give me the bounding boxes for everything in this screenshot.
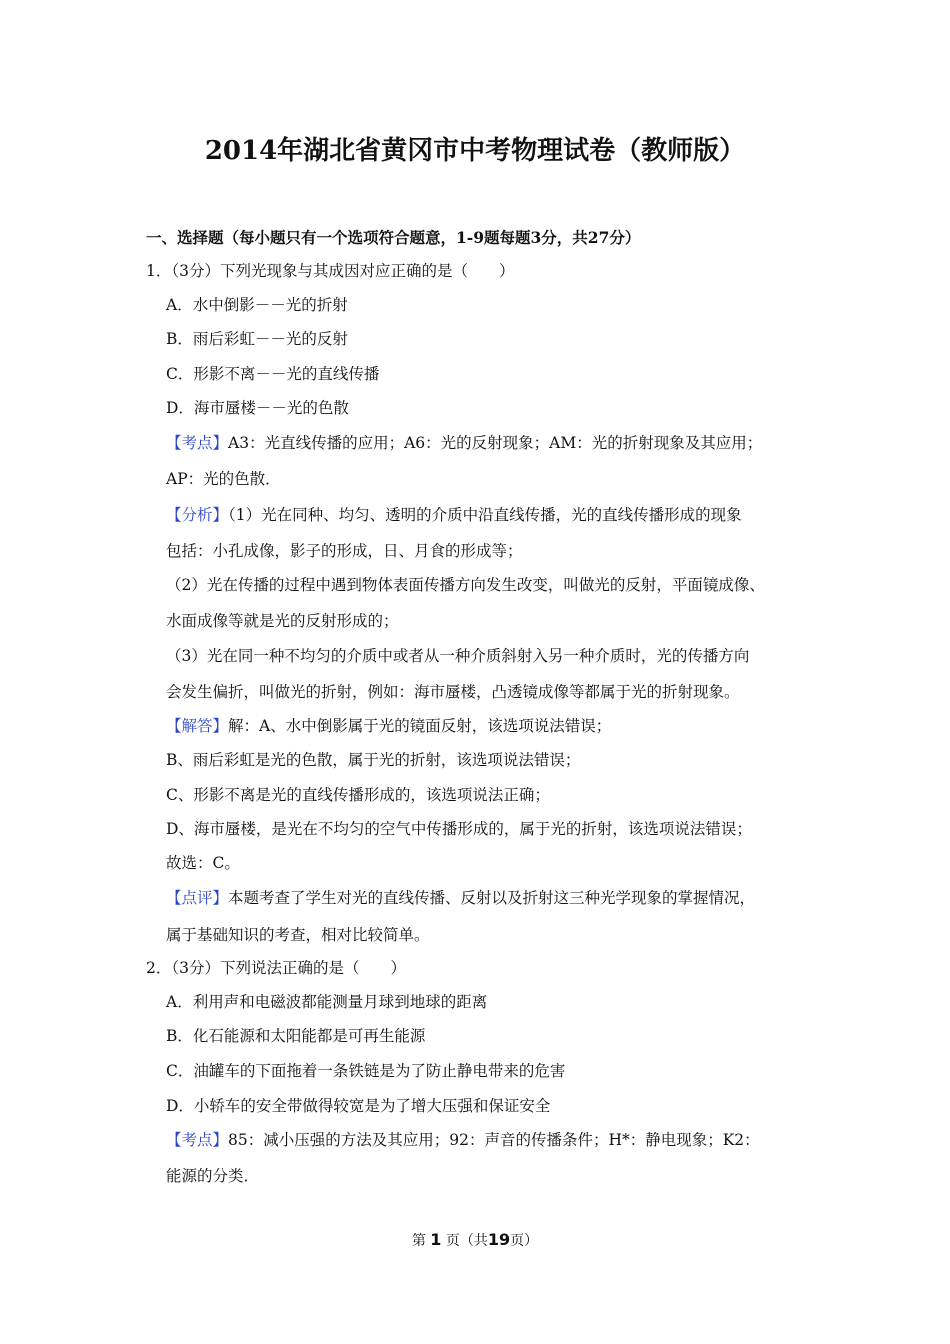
question-1-fenxi-line-5: （3）光在同一种不均匀的介质中或者从一种介质斜射入另一种介质时，光的传播方向 bbox=[166, 647, 750, 665]
question-1-stem: 1．（3分）下列光现象与其成因对应正确的是（ ） bbox=[146, 262, 515, 280]
question-2-option-d: D．小轿车的安全带做得较宽是为了增大压强和保证安全 bbox=[166, 1097, 551, 1115]
question-1-fenxi-line-3: （2）光在传播的过程中遇到物体表面传播方向发生改变，叫做光的反射，平面镜成像、 bbox=[166, 576, 765, 594]
question-1-option-d: D．海市蜃楼－－光的色散 bbox=[166, 399, 349, 417]
page-footer bbox=[0, 1230, 950, 1250]
page-title: 2014年湖北省黄冈市中考物理试卷（教师版） bbox=[204, 136, 746, 166]
fenxi-tag: 【分析】 bbox=[166, 506, 229, 524]
question-1-fenxi-line-2: 包括：小孔成像，影子的形成，日、月食的形成等； bbox=[166, 542, 523, 560]
question-2-option-b: B．化石能源和太阳能都是可再生能源 bbox=[166, 1027, 426, 1045]
question-1-option-c: C．形影不离－－光的直线传播 bbox=[166, 365, 380, 383]
total-pages: 19 bbox=[487, 1230, 511, 1249]
footer-suffix: 页） bbox=[510, 1233, 539, 1249]
question-2-option-a: A．利用声和电磁波都能测量月球到地球的距离 bbox=[166, 993, 488, 1011]
question-2-option-c: C．油罐车的下面拖着一条铁链是为了防止静电带来的危害 bbox=[166, 1062, 566, 1080]
question-1-option-a: A．水中倒影－－光的折射 bbox=[166, 296, 348, 314]
jieda-text: 解：A、水中倒影属于光的镜面反射，该选项说法错误； bbox=[228, 717, 612, 735]
question-1-jieda-line-5: 故选：C。 bbox=[166, 854, 240, 872]
dianping-tag: 【点评】 bbox=[166, 889, 229, 907]
question-1-kaodian bbox=[166, 433, 762, 453]
question-2-kaodian bbox=[166, 1130, 760, 1150]
question-2-kaodian-cont: 能源的分类． bbox=[166, 1167, 260, 1185]
page-number: 1 bbox=[430, 1230, 442, 1249]
footer-middle: 页（共 bbox=[445, 1233, 488, 1249]
question-1-fenxi bbox=[166, 505, 742, 525]
kaodian-tag: 【考点】 bbox=[166, 1131, 229, 1149]
question-1-jieda bbox=[166, 716, 611, 736]
jieda-tag: 【解答】 bbox=[166, 717, 229, 735]
question-2-stem: 2．（3分）下列说法正确的是（ ） bbox=[146, 959, 406, 977]
question-1-jieda-line-2: B、雨后彩虹是光的色散，属于光的折射，该选项说法错误； bbox=[166, 751, 581, 769]
kaodian-tag: 【考点】 bbox=[166, 434, 229, 452]
question-1-fenxi-line-4: 水面成像等就是光的反射形成的； bbox=[166, 612, 399, 630]
section-heading: 一、选择题（每小题只有一个选项符合题意，1-9题每题3分，共27分） bbox=[146, 228, 641, 247]
question-1-dianping-line-2: 属于基础知识的考查，相对比较简单。 bbox=[166, 926, 430, 944]
kaodian-text: 85：减小压强的方法及其应用；92：声音的传播条件；H*：静电现象；K2： bbox=[228, 1131, 760, 1149]
question-1-dianping bbox=[166, 888, 755, 908]
question-1-jieda-line-3: C、形影不离是光的直线传播形成的，该选项说法正确； bbox=[166, 786, 550, 804]
kaodian-text: A3：光直线传播的应用；A6：光的反射现象；AM：光的折射现象及其应用； bbox=[228, 434, 763, 452]
fenxi-text: （1）光在同种、均匀、透明的介质中沿直线传播，光的直线传播形成的现象 bbox=[228, 506, 742, 524]
question-1-fenxi-line-6: 会发生偏折，叫做光的折射，例如：海市蜃楼，凸透镜成像等都属于光的折射现象。 bbox=[166, 683, 740, 701]
question-1-option-b: B．雨后彩虹－－光的反射 bbox=[166, 330, 348, 348]
dianping-text: 本题考查了学生对光的直线传播、反射以及折射这三种光学现象的掌握情况， bbox=[228, 889, 756, 907]
footer-prefix: 第 bbox=[411, 1233, 426, 1249]
question-1-jieda-line-4: D、海市蜃楼，是光在不均匀的空气中传播形成的，属于光的折射，该选项说法错误； bbox=[166, 820, 752, 838]
question-1-kaodian-cont: AP：光的色散． bbox=[166, 470, 281, 488]
